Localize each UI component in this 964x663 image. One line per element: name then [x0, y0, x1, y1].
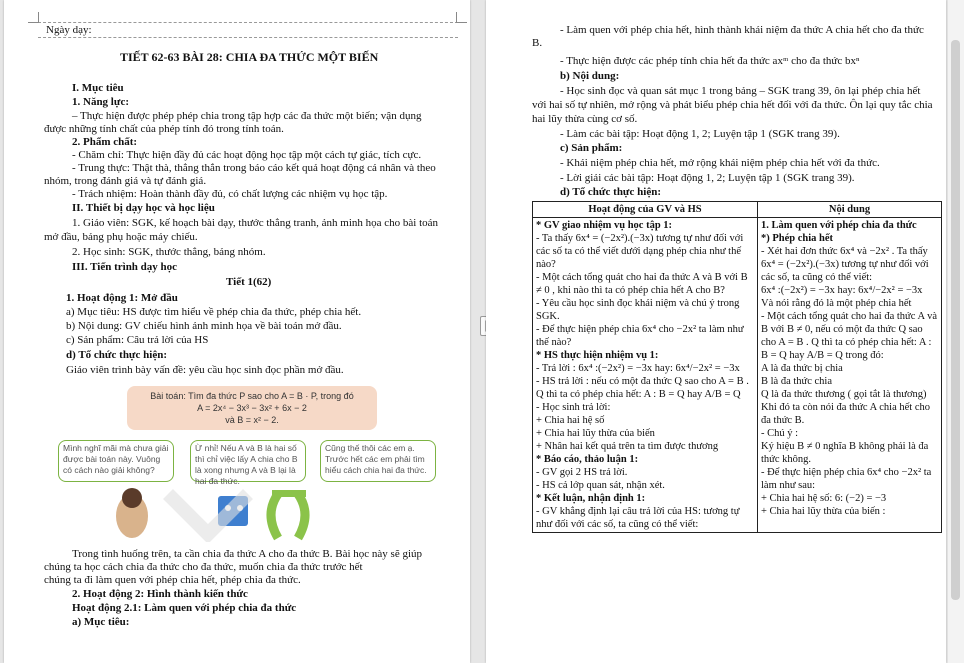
cell-line: *) Phép chia hết	[761, 233, 834, 244]
table-header-row	[533, 202, 942, 218]
doc-line: - Chăm chỉ: Thực hiện đầy đủ các hoạt động học tập một cách tự giác, tích cực.	[72, 149, 422, 161]
margin-corner-mark	[28, 12, 39, 23]
doc-line: 1. Năng lực:	[72, 96, 130, 108]
doc-line: với hai số tự nhiên, mở rộng và phát biểu phép chia hết đối với đa thức. Ôn lại quy tắc chia	[532, 99, 933, 111]
document-page-left	[4, 0, 470, 663]
activity-table	[532, 201, 942, 533]
doc-line: được những tính chất của phép tính đó trong tính toán.	[44, 123, 284, 135]
doc-line: chúng ta đi làm quen với phép chia hết, phép chia đa thức.	[44, 574, 301, 586]
cell-line: 6x⁴ :(−2x²) = −3x hay: 6x⁴/−2x² = −3x	[761, 285, 923, 296]
cell-line: Q là đa thức thương ( gọi tắt là thương)	[761, 389, 927, 400]
doc-line: - Làm các bài tập: Hoạt động 1, 2; Luyện tập 1 (SGK trang 39).	[560, 128, 840, 140]
speech-bubble: Ừ nhỉ! Nếu A và B là hai số thì chỉ việc lấy A chia cho B là xong nhưng A và B lại là hai đa thức.	[190, 440, 306, 482]
document-page-right	[486, 0, 946, 663]
speech-bubble: Mình nghĩ mãi mà chưa giải được bài toán này. Vuông có cách nào giải không?	[58, 440, 174, 482]
cell-line: - Để thực hiện phép chia 6x⁴ cho −2x² ta làm như sau:	[761, 467, 932, 491]
scrollbar-thumb[interactable]	[951, 40, 960, 600]
doc-line: b) Nội dung:	[560, 70, 620, 82]
doc-line: - Lời giải các bài tập: Hoạt động 1, 2; Luyện tập 1 (SGK trang 39).	[560, 172, 855, 184]
doc-line: a) Mục tiêu:	[72, 616, 130, 628]
cell-line: - Học sinh trả lời:	[536, 402, 611, 413]
margin-corner-mark	[456, 12, 467, 23]
cell-line: 6x⁴ = (−2x²).(−3x) tương tự như đối với các số, ta cũng có thể viết:	[761, 259, 929, 283]
doc-line: 2. Phẩm chất:	[72, 136, 138, 148]
cell-line: * Báo cáo, thảo luận 1:	[536, 454, 639, 465]
doc-line: 1. Hoạt động 1: Mở đầu	[66, 292, 178, 304]
doc-line: – Thực hiện được phép phép chia trong tập hợp các đa thức một biến; vận dụng	[72, 110, 422, 122]
doc-line: Trong tình huống trên, ta cần chia đa thức A cho đa thức B. Bài học này sẽ giúp	[72, 548, 423, 560]
doc-line: chúng ta học cách chia đa thức cho đa thức, muốn chia đa thức trước hết	[44, 561, 363, 573]
cell-line: Và nói rằng đó là một phép chia hết	[761, 298, 912, 309]
cell-line: + Chia hai hệ số: 6: (−2) = −3	[761, 493, 887, 504]
section-heading-equipment: II. Thiết bị dạy học và học liệu	[72, 202, 215, 214]
cell-line: - Trả lời : 6x⁴ :(−2x²) = −3x hay: 6x⁴/−2x² = −3x	[536, 363, 740, 374]
table-cell-left[interactable]	[533, 218, 758, 533]
cell-line: - GV gọi 2 HS trả lời.	[536, 467, 628, 478]
table-header-cell: Hoạt động của GV và HS	[533, 202, 758, 218]
doc-line: I. Mục tiêu	[72, 82, 124, 94]
doc-line: Hoạt động 2.1: Làm quen với phép chia đa thức	[72, 602, 297, 614]
doc-line: 2. Hoạt động 2: Hình thành kiến thức	[72, 588, 248, 600]
speech-bubble: Cũng thế thôi các em ạ. Trước hết các em phải tìm hiểu cách chia hai đa thức.	[320, 440, 436, 482]
header-date-label: Ngày dạy:	[46, 24, 92, 36]
doc-line: 2. Học sinh: SGK, thước thẳng, bảng nhóm.	[72, 246, 266, 258]
doc-line: Giáo viên trình bày vấn đề: yêu cầu học sinh đọc phần mở đầu.	[66, 364, 344, 376]
cell-line: A là đa thức bị chia	[761, 363, 843, 374]
doc-line: - Thực hiện được các phép tính chia hết đa thức axᵐ cho đa thức bxⁿ	[560, 55, 860, 67]
cell-line: - GV khẳng định lại câu trả lời của HS: tương tự như đối với các số, ta cũng có thể viết:	[536, 506, 740, 530]
cell-line: Ký hiệu B ≠ 0 nghĩa B không phải là đa thức không.	[761, 441, 929, 465]
doc-line: - Làm quen với phép chia hết, hình thành khái niệm đa thức A chia hết cho đa thức	[560, 24, 924, 36]
cell-line: * HS thực hiện nhiệm vụ 1:	[536, 350, 659, 361]
doc-line: c) Sản phẩm: Câu trả lời của HS	[66, 334, 209, 346]
cell-line: - HS cả lớp quan sát, nhận xét.	[536, 480, 665, 491]
cell-line: - Một cách tổng quát cho hai đa thức A và B với B ≠ 0, nếu có một đa thức Q sao cho A = B . Q thì ta có phép chia hết: A : B = Q hay A/B = Q trong đó:	[761, 311, 937, 361]
cell-line: + Chia hai lũy thừa của biến	[536, 428, 655, 439]
header-area[interactable]	[38, 22, 458, 38]
doc-line: nhóm, trong đánh giá và tự đánh giá.	[44, 175, 207, 187]
cell-line: B là đa thức chia	[761, 376, 832, 387]
doc-line: - Trung thực: Thật thà, thẳng thắn trong báo cáo kết quả hoạt động cá nhân và theo	[72, 162, 436, 174]
cell-line: Khi đó ta còn nói đa thức A chia hết cho đa thức B.	[761, 402, 930, 426]
problem-line: và B = x² − 2.	[225, 415, 279, 425]
doc-line: d) Tổ chức thực hiện:	[560, 186, 662, 198]
doc-line: d) Tổ chức thực hiện:	[66, 349, 168, 361]
cell-line: - HS trả lời : nếu có một đa thức Q sao cho A = B . Q thì ta có phép chia hết: A : B = Q hay A/B = Q	[536, 376, 749, 400]
problem-line: Bài toán: Tìm đa thức P sao cho A = B · P, trong đó	[150, 391, 354, 401]
doc-line: a) Mục tiêu: HS được tìm hiểu về phép chia đa thức, phép chia hết.	[66, 306, 362, 318]
illustration-characters	[48, 484, 448, 542]
lesson-title: TIẾT 62-63 BÀI 28: CHIA ĐA THỨC MỘT BIẾN	[120, 50, 379, 64]
doc-line: c) Sản phẩm:	[560, 142, 623, 154]
period-heading: Tiết 1(62)	[226, 276, 272, 288]
table-cell-right[interactable]	[758, 218, 942, 533]
cell-line: - Yêu cầu học sinh đọc khái niệm và chú ý trong SGK.	[536, 298, 740, 322]
cell-line: * Kết luận, nhận định 1:	[536, 493, 646, 504]
doc-line: b) Nội dung: GV chiếu hình ảnh minh họa về bài toán mở đầu.	[66, 320, 342, 332]
cell-line: - Để thực hiện phép chia 6x⁴ cho −2x² ta làm như thế nào?	[536, 324, 744, 348]
doc-line: - Học sinh đọc và quan sát mục 1 trong bảng – SGK trang 39, ôn lại phép chia hết	[560, 85, 921, 97]
cell-line: + Nhân hai kết quả trên ta tìm được thương	[536, 441, 719, 452]
doc-line: mở đầu, bảng phụ hoặc máy chiếu.	[44, 231, 198, 243]
doc-line: - Khái niệm phép chia hết, mở rộng khái niệm phép chia hết với đa thức.	[560, 157, 880, 169]
doc-line: III. Tiến trình dạy học	[72, 261, 178, 273]
doc-line: - Trách nhiệm: Hoàn thành đầy đủ, có chất lượng các nhiệm vụ học tập.	[72, 188, 388, 200]
doc-line: 1. Giáo viên: SGK, kế hoạch bài dạy, thước thẳng tranh, ảnh minh họa cho bài toán	[72, 217, 439, 229]
cell-line: - Ta thấy 6x⁴ = (−2x²).(−3x) tương tự như đối với các số ta có thể viết dưới dạng phép chia như thế nào?	[536, 233, 744, 270]
table-row	[533, 218, 942, 533]
cell-line: + Chia hai lũy thừa của biến :	[761, 506, 886, 517]
table-header-cell: Nội dung	[758, 202, 942, 218]
cell-line: - Chú ý :	[761, 428, 799, 439]
problem-box	[127, 386, 377, 430]
cell-line: * GV giao nhiệm vụ học tập 1:	[536, 220, 673, 231]
cell-line: - Xét hai đơn thức 6x⁴ và −2x² . Ta thấy	[761, 246, 928, 257]
doc-line: B.	[532, 37, 543, 49]
problem-line: A = 2x⁴ − 3x³ − 3x² + 6x − 2	[197, 403, 307, 413]
cell-line: - Một cách tổng quát cho hai đa thức A và B với B ≠ 0 , khi nào thì ta có phép chia hết A cho B?	[536, 272, 748, 296]
cell-line: + Chia hai hệ số	[536, 415, 605, 426]
character-pi-icon	[271, 494, 278, 538]
cell-line: 1. Làm quen với phép chia đa thức	[761, 220, 917, 231]
doc-line: hai lũy thừa cùng cơ số.	[532, 113, 638, 125]
